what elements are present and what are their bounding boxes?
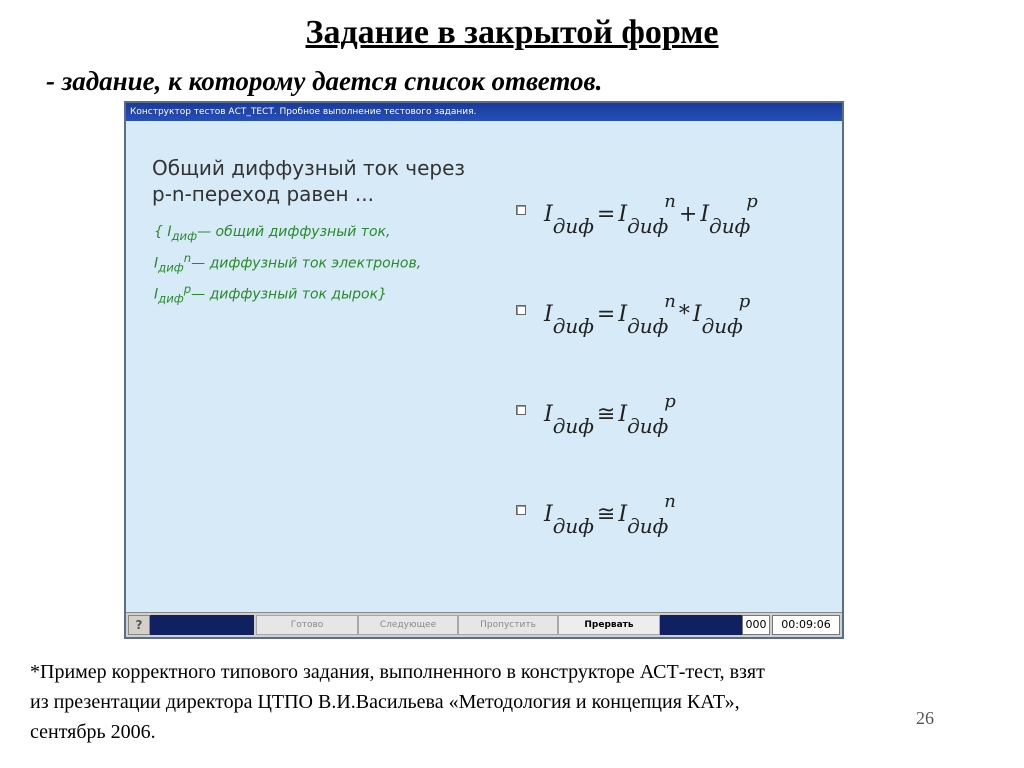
window-titlebar: Конструктор тестов АСТ_ТЕСТ. Пробное выполнение тестового задания. [126, 103, 842, 121]
answer-counter: 000 [742, 615, 770, 635]
abort-button[interactable]: Прервать [558, 615, 660, 635]
question-text [152, 155, 492, 207]
legend-line-electrons: $I_{диф}^n—$ диффузный ток электронов, [154, 250, 422, 275]
answer-formula: Iдиф ≅ Iдиф$^p$ [544, 391, 676, 438]
answer-formula: Iдиф ≅ Iдиф$^n$ [544, 491, 676, 538]
timer-display: 00:09:06 [772, 615, 840, 635]
slide-title: Задание в закрытой форме [305, 14, 719, 51]
page-number: 26 [916, 708, 934, 728]
answer-formula: Iдиф = Iдиф$^n$+ Iдиф$^p$ [544, 191, 758, 238]
footnote-line: сентябрь 2006. [30, 721, 156, 743]
answer-checkbox[interactable] [516, 405, 526, 415]
question-line: Общий диффузный ток через [152, 156, 466, 180]
next-button[interactable]: Следующее [358, 615, 458, 635]
legend-line-holes: $I_{диф}^p—$ диффузный ток дырок} [154, 282, 387, 306]
test-app-window [124, 101, 844, 639]
footnote-line: из презентации директора ЦТПО В.И.Васильева «Методология и концепция КАТ», [30, 691, 740, 713]
answer-option-3[interactable] [516, 393, 816, 463]
done-button[interactable]: Готово [256, 615, 358, 635]
answer-checkbox[interactable] [516, 505, 526, 515]
status-panel [150, 615, 254, 635]
skip-button[interactable]: Пропустить [458, 615, 558, 635]
answer-option-2[interactable] [516, 293, 816, 363]
legend-line-total: { $I_{диф}—$ общий диффузный ток, [154, 224, 391, 243]
answer-option-1[interactable] [516, 193, 816, 263]
question-line: p-n-переход равен ... [152, 182, 374, 206]
status-bar [126, 612, 842, 637]
status-panel-2 [660, 615, 742, 635]
symbol-legend [154, 221, 484, 310]
slide-subtitle: - задание, к которому дается список ответов. [46, 66, 603, 96]
answer-checkbox[interactable] [516, 305, 526, 315]
footnote [30, 657, 990, 747]
footnote-line: *Пример корректного типового задания, выполненного в конструкторе АСТ-тест, взят [30, 661, 765, 683]
answer-option-4[interactable] [516, 493, 816, 563]
answer-formula: Iдиф = Iдиф$^n$* Iдиф$^p$ [544, 291, 751, 338]
answer-checkbox[interactable] [516, 205, 526, 215]
help-button[interactable]: ? [128, 615, 150, 635]
